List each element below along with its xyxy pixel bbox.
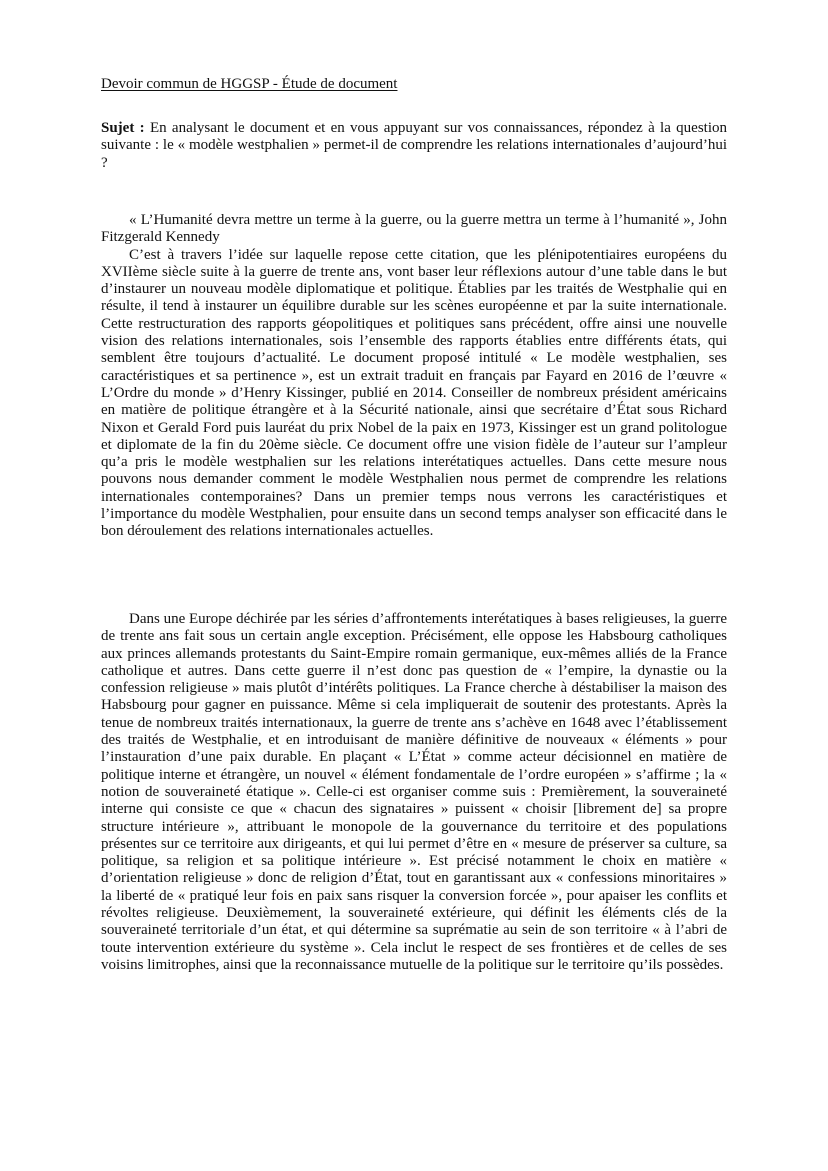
introduction-quote: « L’Humanité devra mettre un terme à la guerre, ou la guerre mettra un terme à l’humanité », John Fitzgerald Kennedy <box>101 212 727 246</box>
subject-text: En analysant le document et en vous appuyant sur vos connaissances, répondez à la question suivante : le « modèle westphalien » permet-il de comprendre les relations internationales d’aujourd’hui ? <box>101 120 727 171</box>
document-title: Devoir commun de HGGSP - Étude de document <box>101 76 398 92</box>
subject-paragraph <box>101 120 727 172</box>
part-one-paragraph: Dans une Europe déchirée par les séries d’affrontements interétatiques à bases religieuses, la guerre de trente ans fait sous un certain angle exception. Précisément, elle oppose les Habsbourg catholiques aux princes allemands protestants du Saint-Empire romain germanique, eux-mêmes alliés de la France catholique et autres. Dans cette guerre il n’est donc pas question de « l’empire, la dynastie ou la confession religieuse » mais plutôt d’intérêts politiques. La France cherche à déstabiliser la maison des Habsbourg pour gagner en puissance. Même si cela impliquerait de soutenir des protestants. Après la tenue de nombreux traités internationaux, la guerre de trente ans s’achève en 1648 avec l’établissement des traités de Westphalie, et en introduisant de manière définitive de nouveaux « éléments » pour l’instauration d’une paix durable. En plaçant « L’État » comme acteur décisionnel en matière de politique interne et étrangère, un nouvel « élément fondamentale de l’ordre européen » s’affirme ; la « notion de souveraineté étatique ». Celle-ci est organiser comme suis : Premièrement, la souveraineté interne qui consiste ce que « chacun des signataires » puissent « choisir [librement de] sa propre structure intérieure », attribuant le monopole de la gouvernance du territoire et des populations présentes sur ce territoire aux dirigeants, et qui lui permet d’être en « mesure de préserver sa culture, sa politique, sa religion et sa politique intérieure ». Est précisé notamment le choix en matière « d’orientation religieuse » donc de religion d’État, tout en garantissant aux « confessions minoritaires » la liberté de « pratiqué leur fois en paix sans risquer la conversion forcée », pour apaiser les conflits et révoltes religieuse. Deuxièmement, la souveraineté extérieure, qui définit les éléments clés de la souveraineté territoriale d’un état, et qui détermine sa suprématie au sein de son territoire « à l’abri de toute intervention extérieure du système ». Cela inclut le respect de ses frontières et de celles de ses voisins limitrophes, ainsi que la reconnaissance mutuelle de la politique sur le territoire qu’ils possèdes. <box>101 611 727 973</box>
subject-label: Sujet : <box>101 120 145 136</box>
introduction-paragraph: C’est à travers l’idée sur laquelle repose cette citation, que les plénipotentiaires européens du XVIIème siècle suite à la guerre de trente ans, vont baser leur réflexions autour d’une table dans le but d’instaurer un nouveau modèle diplomatique et politique. Établies par les traités de Westphalie qui en résulte, il tend à instaurer un équilibre durable sur les scènes européenne et par la suite internationale. Cette restructuration des rapports géopolitiques et politiques sans précédent, offre ainsi une nouvelle vision des relations internationales, sois l’ensemble des rapports établies entre différents états, qui semblent être toujours d’actualité. Le document proposé intitulé « Le modèle westphalien, ses caractéristiques et sa pertinence », est un extrait traduit en français par Fayard en 2016 de l’œuvre « L’Ordre du monde » d’Henry Kissinger, publié en 2014. Conseiller de nombreux président américains en matière de politique étrangère et à la Sécurité nationale, ainsi que secrétaire d’État sous Richard Nixon et Gerald Ford puis lauréat du prix Nobel de la paix en 1973, Kissinger est un grand politologue et diplomate de la fin du 20ème siècle. Ce document offre une vision fidèle de l’auteur sur l’ampleur qu’a pris le modèle westphalien sur les relations interétatiques actuelles. Dans cette mesure nous pouvons nous demander comment le modèle Westphalien nous permet de comprendre les relations internationales contemporaines? Dans un premier temps nous verrons les caractéristiques et l’importance du modèle Westphalien, pour ensuite dans un second temps analyser son efficacité dans le bon déroulement des relations internationales actuelles. <box>101 246 727 540</box>
introduction-section <box>101 212 727 541</box>
part-one-section <box>101 611 727 974</box>
